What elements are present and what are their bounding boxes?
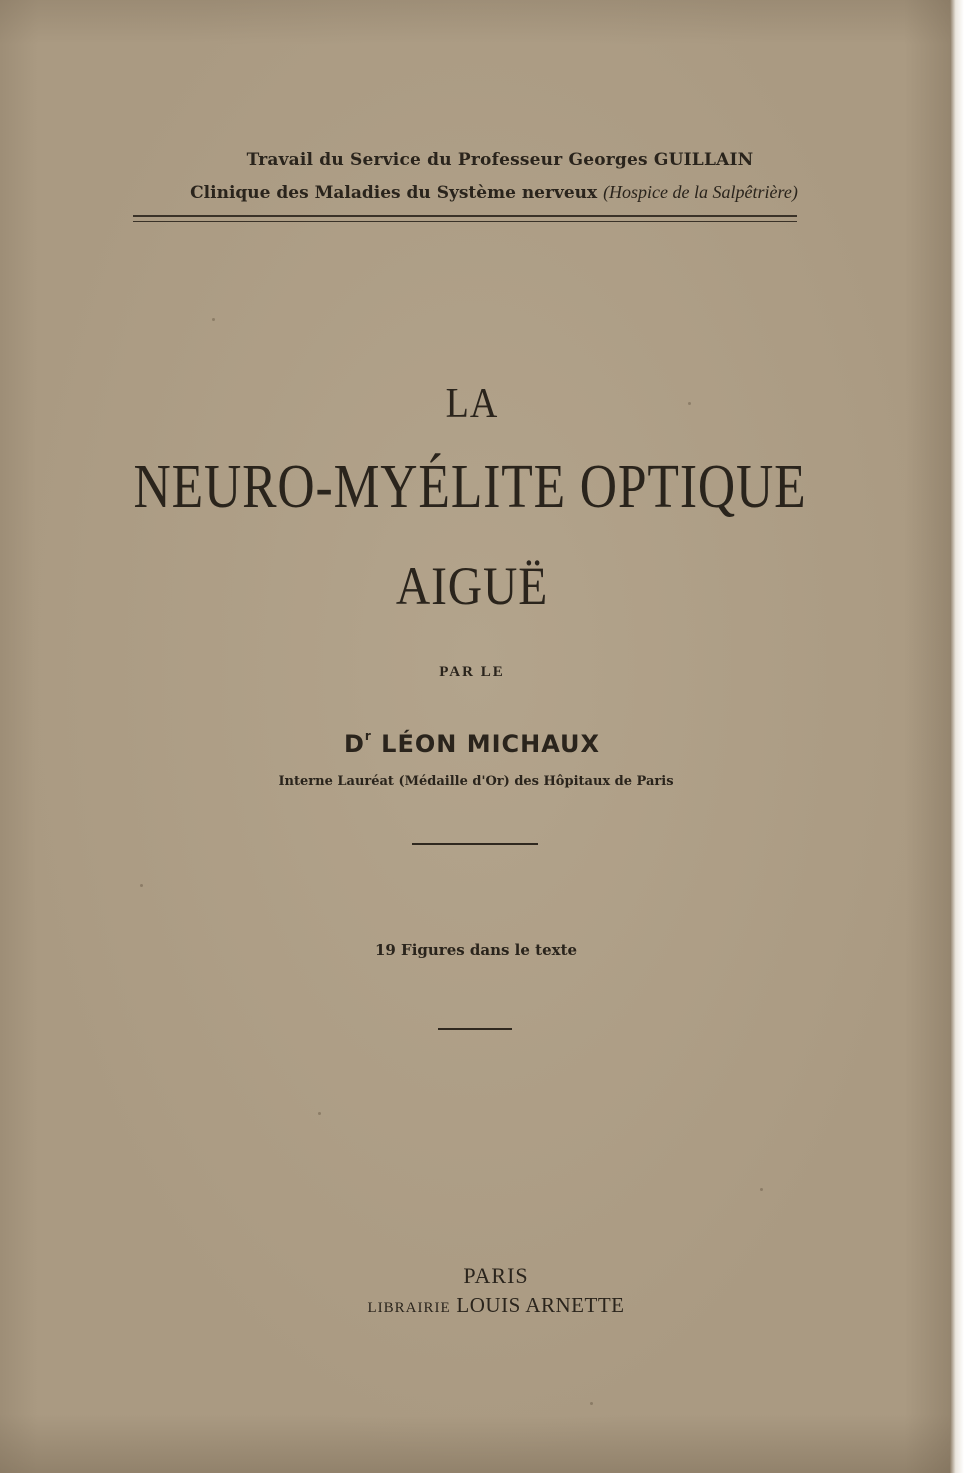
author-name-line — [2, 730, 942, 758]
series-header-hospice: (Hospice de la Salpêtrière) — [603, 182, 798, 202]
author-name: LÉON MICHAUX — [381, 730, 601, 758]
author-prefix: D — [343, 730, 365, 758]
header-rule-thick — [133, 215, 797, 217]
series-header-clinic: Clinique des Maladies du Système nerveux — [190, 183, 598, 203]
author-prefix-sup: r — [364, 729, 372, 743]
title-article: LA — [445, 380, 499, 428]
divider-rule-upper — [412, 843, 538, 845]
paper-speck — [140, 884, 143, 887]
paper-speck — [590, 1402, 593, 1405]
series-header-line-2 — [24, 182, 964, 203]
page-edge — [950, 0, 964, 1473]
publication-city: PARIS — [463, 1263, 529, 1288]
publisher-prefix: LIBRAIRIE — [367, 1300, 451, 1316]
paper-speck — [760, 1188, 763, 1191]
book-title: NEURO-MYÉLITE OPTIQUE — [133, 451, 807, 521]
paper-speck — [212, 318, 215, 321]
paper-speck — [318, 1112, 321, 1115]
paper-speck — [688, 402, 691, 405]
book-title-last-word: AIGUË — [395, 556, 549, 616]
series-header-line-1: Travail du Service du Professeur Georges GUILLAIN — [246, 150, 754, 170]
by-label: PAR LE — [439, 664, 505, 680]
author-credentials: Interne Lauréat (Médaille d'Or) des Hôpitaux de Paris — [278, 774, 674, 789]
publisher-line — [26, 1293, 964, 1318]
figures-note: 19 Figures dans le texte — [374, 941, 578, 959]
divider-rule-lower — [438, 1028, 512, 1030]
publisher-name: LOUIS ARNETTE — [456, 1293, 625, 1317]
header-rule-thin — [133, 221, 797, 222]
